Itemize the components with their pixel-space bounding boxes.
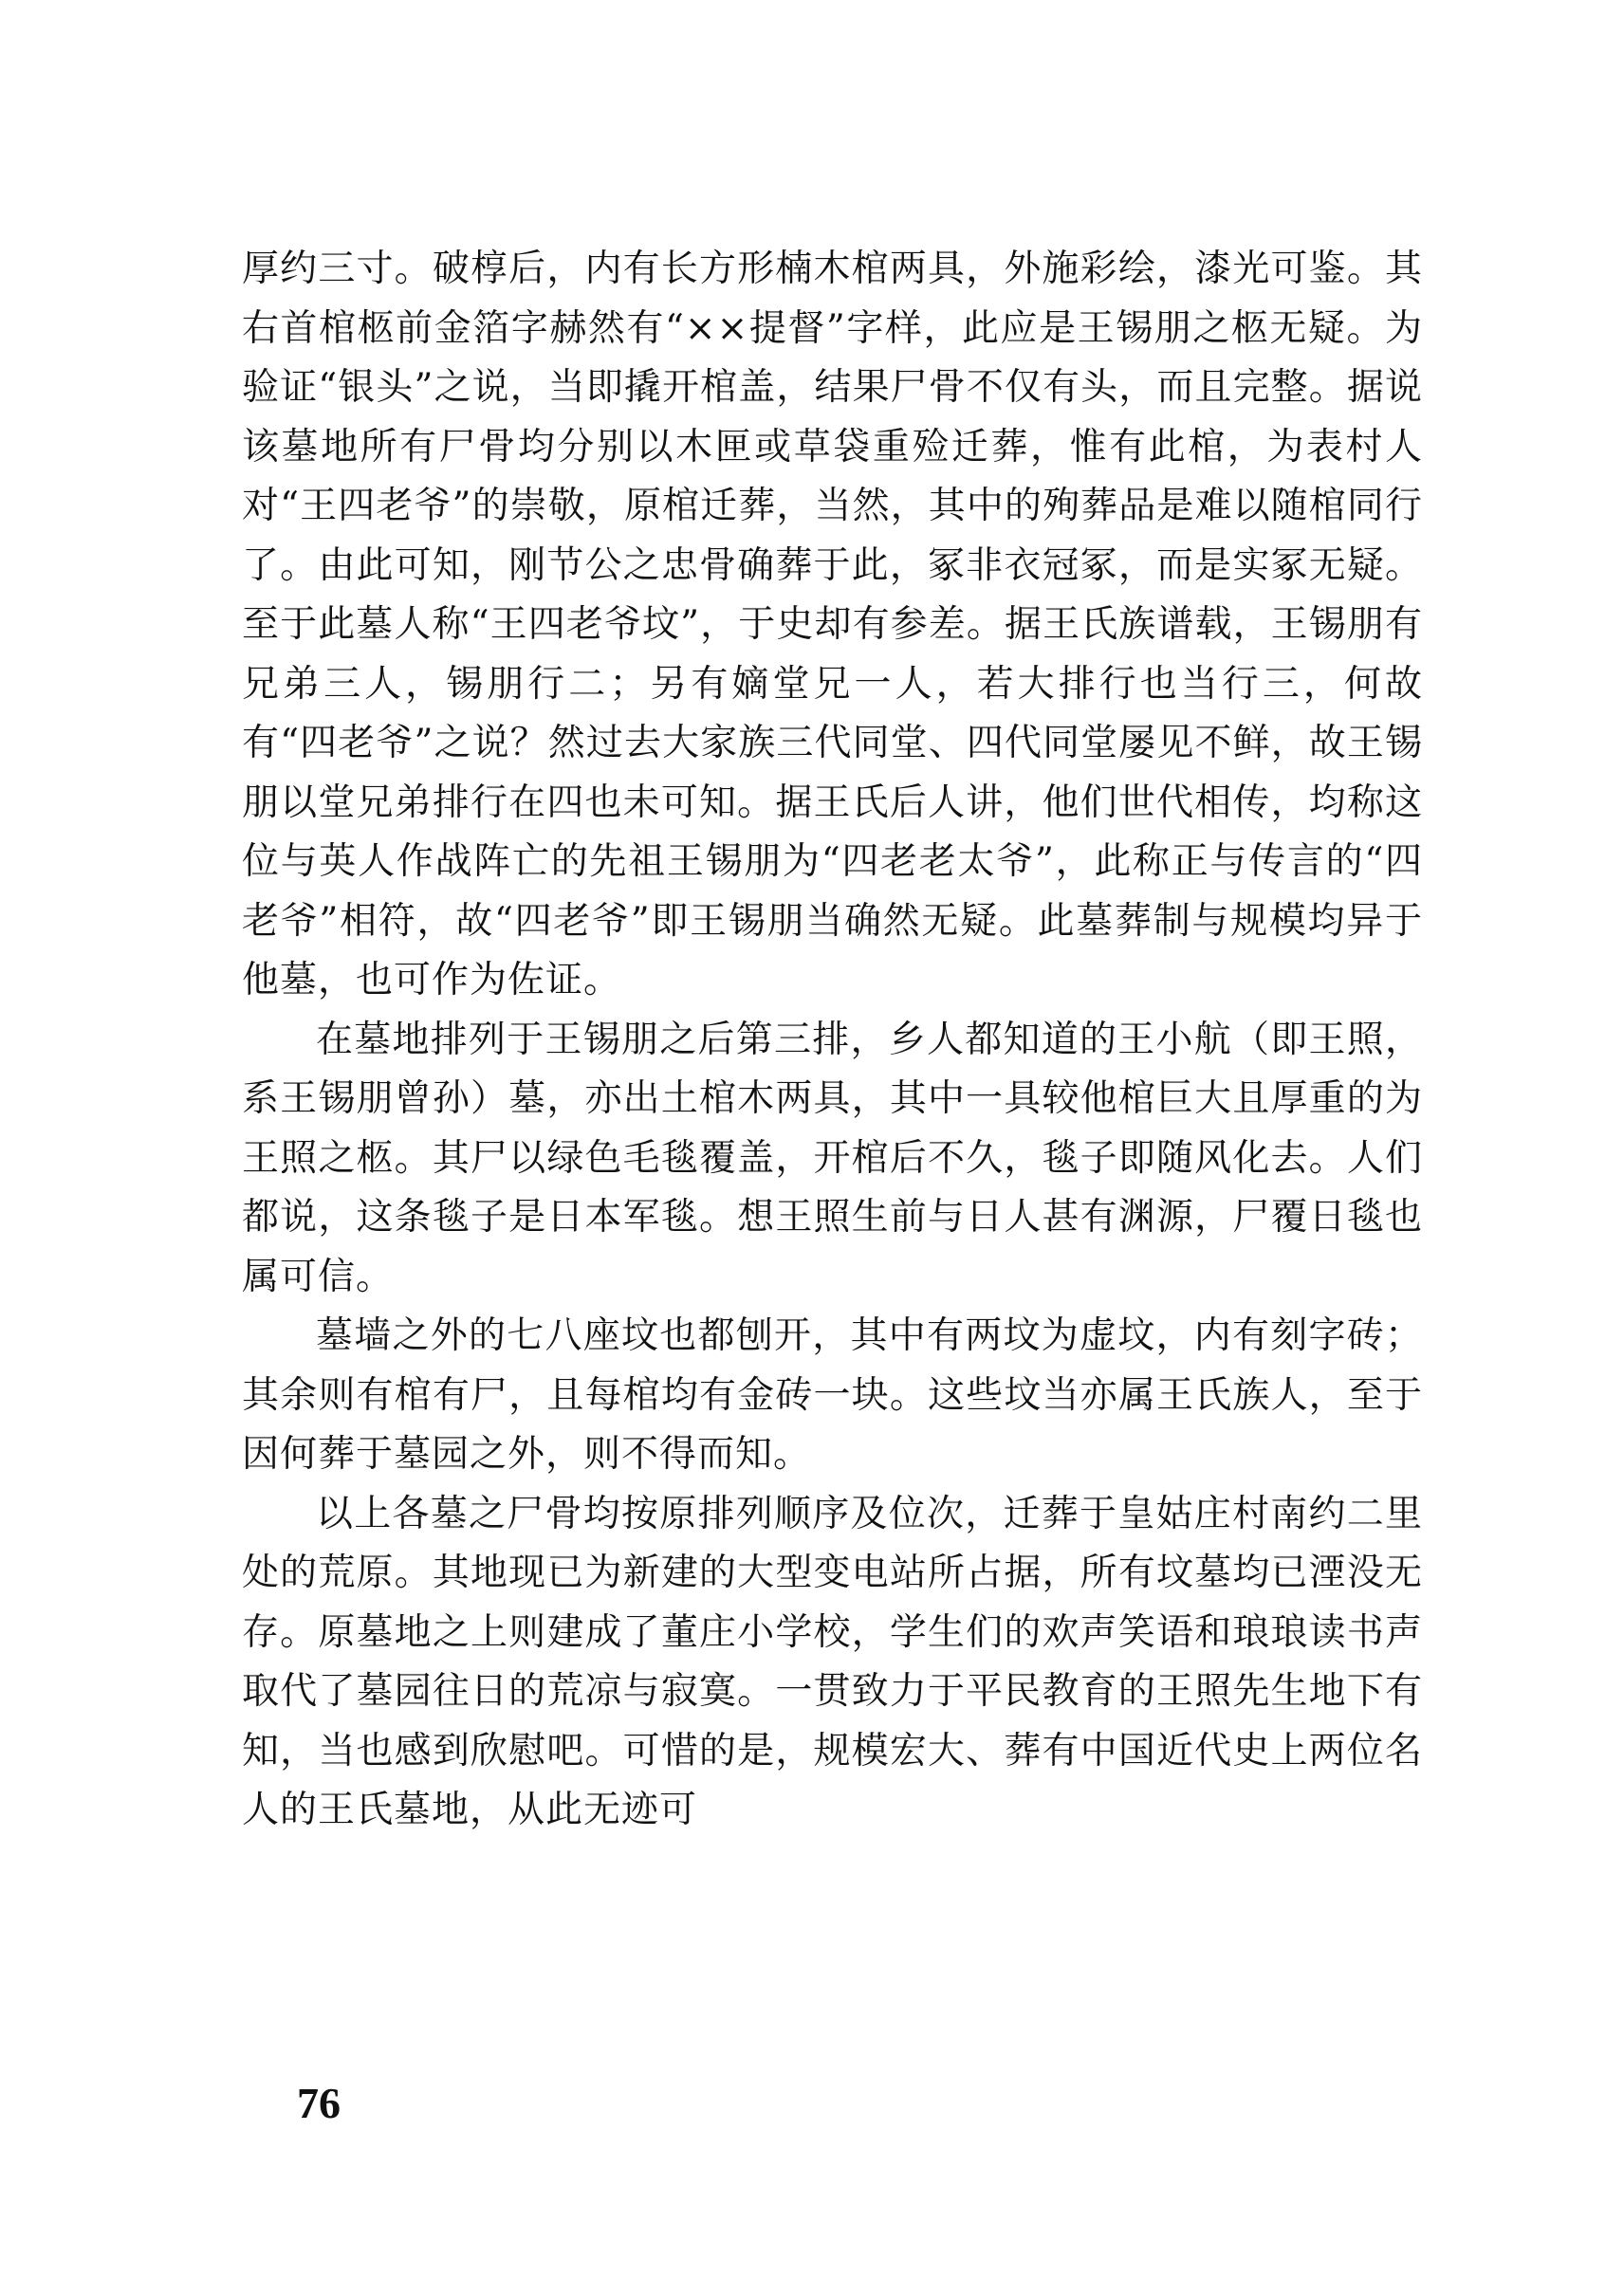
paragraph: 墓墙之外的七八座坟也都刨开，其中有两坟为虚坟，内有刻字砖；其余则有棺有尸，且每棺均有金砖一块。这些坟当亦属王氏族人，至于因何葬于墓园之外，则不得而知。	[242, 1314, 1423, 1476]
paragraph-continued: 厚约三寸。破椁后，内有长方形楠木棺两具，外施彩绘，漆光可鉴。其右首棺柩前金箔字赫然有“××提督”字样，此应是王锡朋之柩无疑。为验证“银头”之说，当即撬开棺盖，结果尸骨不仅有头，而且完整。据说该墓地所有尸骨均分别以木匣或草袋重殓迁葬，惟有此棺，为表村人对“王四老爷”的崇敬，原棺迁葬，当然，其中的殉葬品是难以随棺同行了。由此可知，刚节公之忠骨确葬于此，冢非衣冠冢，而是实冢无疑。至于此墓人称“王四老爷坟”，于史却有参差。据王氏族谱载，王锡朋有兄弟三人，锡朋行二；另有嫡堂兄一人，若大排行也当行三，何故有“四老爷”之说？然过去大家族三代同堂、四代同堂屡见不鲜，故王锡朋以堂兄弟排行在四也未可知。据王氏后人讲，他们世代相传，均称这位与英人作战阵亡的先祖王锡朋为“四老老太爷”，此称正与传言的“四老爷”相符，故“四老爷”即王锡朋当确然无疑。此墓葬制与规模均异于他墓，也可作为佐证。	[242, 248, 1423, 1001]
page-number: 76	[297, 2079, 341, 2127]
paragraph: 以上各墓之尸骨均按原排列顺序及位次，迁葬于皇姑庄村南约二里处的荒原。其地现已为新建的大型变电站所占据，所有坟墓均已湮没无存。原墓地之上则建成了董庄小学校，学生们的欢声笑语和琅琅读书声取代了墓园往日的荒凉与寂寞。一贯致力于平民教育的王照先生地下有知，当也感到欣慰吧。可惜的是，规模宏大、葬有中国近代史上两位名人的王氏墓地，从此无迹可	[242, 1492, 1423, 1831]
paragraph: 在墓地排列于王锡朋之后第三排，乡人都知道的王小航（即王照，系王锡朋曾孙）墓，亦出土棺木两具，其中一具较他棺巨大且厚重的为王照之柩。其尸以绿色毛毯覆盖，开棺后不久，毯子即随风化去。人们都说，这条毯子是日本军毯。想王照生前与日人甚有渊源，尸覆日毯也属可信。	[242, 1018, 1423, 1298]
body-text	[242, 240, 1423, 1841]
